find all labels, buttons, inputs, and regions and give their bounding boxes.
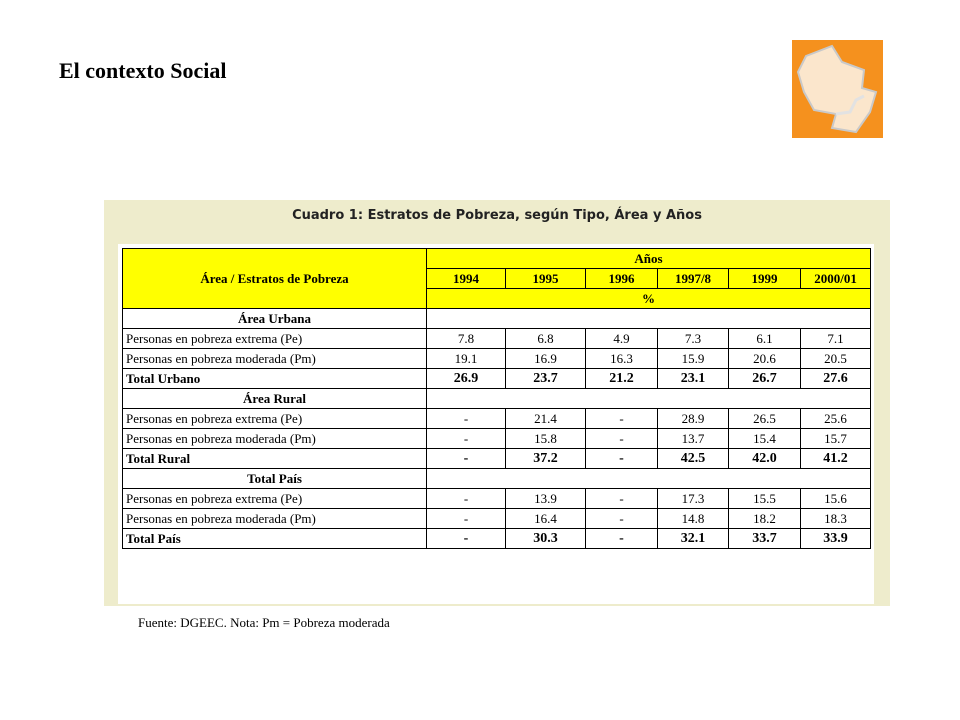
value-cell: 26.9 [427,369,506,389]
value-cell: - [427,529,506,549]
value-cell: 13.9 [506,489,586,509]
value-cell: 15.4 [729,429,801,449]
poverty-table [122,248,871,549]
section-empty-cell [427,389,871,409]
value-cell: 41.2 [801,449,871,469]
value-cell: - [427,509,506,529]
table-row [123,429,871,449]
section-row [123,469,871,489]
value-cell: 6.1 [729,329,801,349]
value-cell: 19.1 [427,349,506,369]
value-cell: 14.8 [658,509,729,529]
value-cell: 26.5 [729,409,801,429]
cuadro-title: Cuadro 1: Estratos de Pobreza, según Tipo, Área y Años [292,208,702,223]
value-cell: 15.6 [801,489,871,509]
total-row [123,369,871,389]
year-header-cell: 1995 [506,269,586,289]
value-cell: 30.3 [506,529,586,549]
value-cell: 15.8 [506,429,586,449]
section-empty-cell [427,309,871,329]
section-row [123,309,871,329]
paraguay-map-icon [792,40,883,138]
table-frame [118,244,874,630]
row-header-cell: Área / Estratos de Pobreza [123,249,427,309]
table-row [123,349,871,369]
value-cell: 42.0 [729,449,801,469]
section-label: Área Urbana [123,309,427,329]
value-cell: 6.8 [506,329,586,349]
table-row [123,329,871,349]
row-label: Total País [123,529,427,549]
value-cell: 18.2 [729,509,801,529]
value-cell: - [427,409,506,429]
total-row [123,449,871,469]
section-row [123,389,871,409]
total-row [123,529,871,549]
row-label: Personas en pobreza moderada (Pm) [123,349,427,369]
value-cell: 7.1 [801,329,871,349]
value-cell: 15.5 [729,489,801,509]
row-label: Total Urbano [123,369,427,389]
cuadro-panel [104,200,890,630]
value-cell: - [586,489,658,509]
value-cell: 21.4 [506,409,586,429]
value-cell: - [586,509,658,529]
value-cell: - [586,409,658,429]
year-header-cell: 1999 [729,269,801,289]
value-cell: 15.9 [658,349,729,369]
table-row [123,509,871,529]
table-row [123,489,871,509]
value-cell: 13.7 [658,429,729,449]
value-cell: - [427,429,506,449]
row-label: Personas en pobreza extrema (Pe) [123,489,427,509]
value-cell: 16.4 [506,509,586,529]
value-cell: 33.7 [729,529,801,549]
value-cell: 7.8 [427,329,506,349]
year-header-cell: 1997/8 [658,269,729,289]
row-label: Personas en pobreza extrema (Pe) [123,329,427,349]
value-cell: 37.2 [506,449,586,469]
value-cell: - [586,429,658,449]
row-label: Personas en pobreza extrema (Pe) [123,409,427,429]
value-cell: - [586,449,658,469]
value-cell: 7.3 [658,329,729,349]
year-header-cell: 1996 [586,269,658,289]
years-header: Años [427,249,871,269]
value-cell: - [427,449,506,469]
value-cell: 27.6 [801,369,871,389]
slide-title: El contexto Social [59,58,227,83]
year-header-cell: 2000/01 [801,269,871,289]
section-empty-cell [427,469,871,489]
row-label: Personas en pobreza moderada (Pm) [123,429,427,449]
value-cell: - [427,489,506,509]
section-label: Total País [123,469,427,489]
value-cell: 16.9 [506,349,586,369]
value-cell: 33.9 [801,529,871,549]
value-cell: - [586,529,658,549]
section-label: Área Rural [123,389,427,409]
footnote: Fuente: DGEEC. Nota: Pm = Pobreza moderada [138,615,390,630]
table-row [123,409,871,429]
value-cell: 42.5 [658,449,729,469]
value-cell: 4.9 [586,329,658,349]
value-cell: 18.3 [801,509,871,529]
value-cell: 21.2 [586,369,658,389]
value-cell: 26.7 [729,369,801,389]
year-header-cell: 1994 [427,269,506,289]
value-cell: 17.3 [658,489,729,509]
value-cell: 32.1 [658,529,729,549]
value-cell: 25.6 [801,409,871,429]
row-label: Total Rural [123,449,427,469]
value-cell: 16.3 [586,349,658,369]
value-cell: 20.6 [729,349,801,369]
row-label: Personas en pobreza moderada (Pm) [123,509,427,529]
value-cell: 23.7 [506,369,586,389]
value-cell: 28.9 [658,409,729,429]
value-cell: 23.1 [658,369,729,389]
value-cell: 20.5 [801,349,871,369]
value-cell: 15.7 [801,429,871,449]
unit-header: % [427,289,871,309]
